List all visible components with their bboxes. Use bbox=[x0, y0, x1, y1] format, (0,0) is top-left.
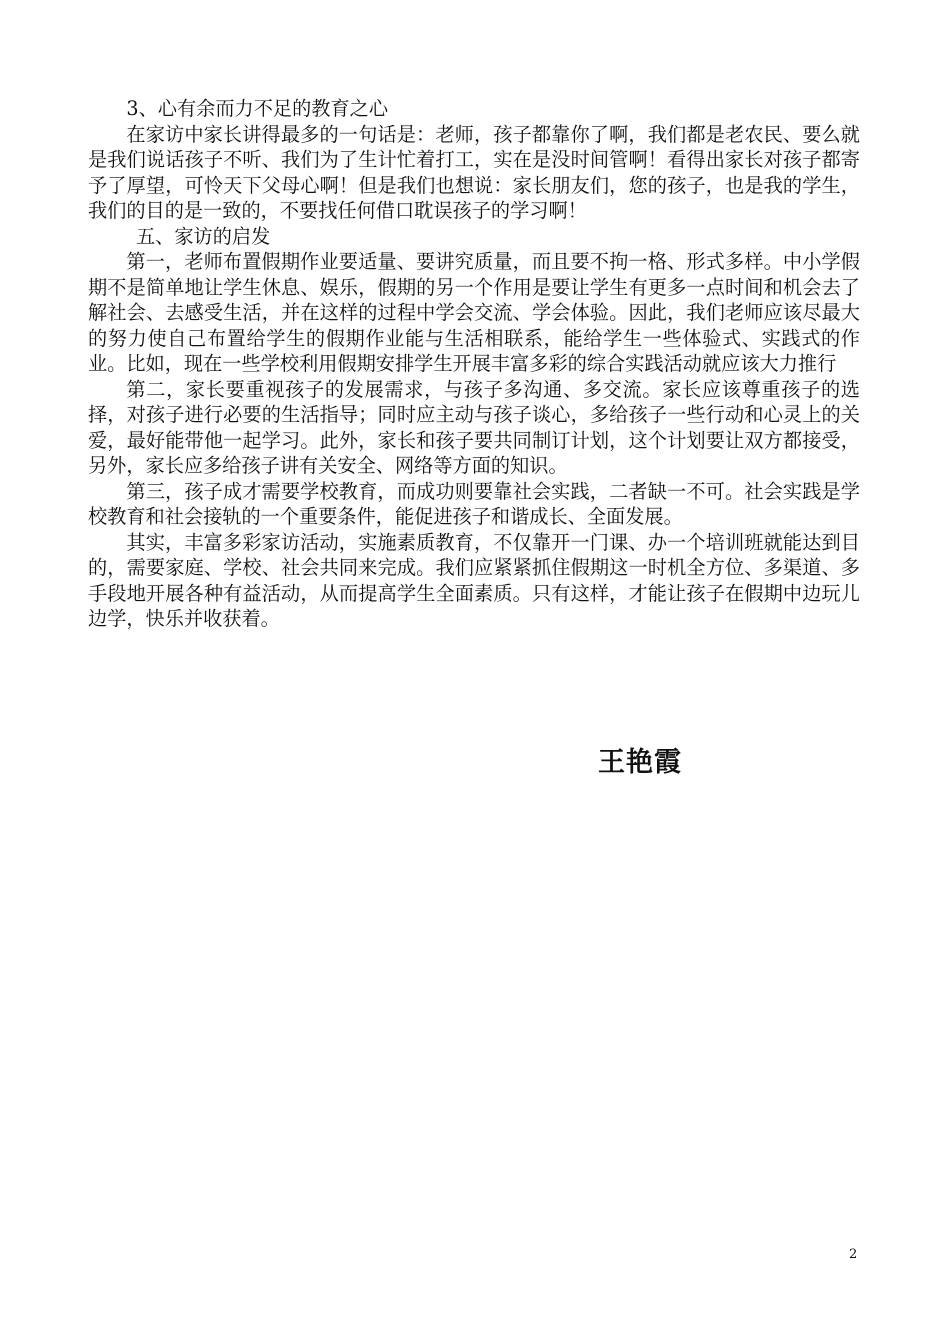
section-heading: 3、心有余而力不足的教育之心 bbox=[126, 97, 389, 120]
body-paragraph: 第二，家长要重视孩子的发展需求，与孩子多沟通、多交流。家长应该尊重孩子的选择，对孩子进行必要的生活指导；同时应主动与孩子谈心，多给孩子一些行动和心灵上的关爱，最好能带他一起学习。此外，家长和孩子要共同制订计划，这个计划要让双方都接受，另外，家长应多给孩子讲有关安全、网络等方面的知识。 bbox=[88, 377, 860, 477]
page-number: 2 bbox=[849, 1247, 858, 1262]
document-body bbox=[88, 96, 860, 632]
body-paragraph: 在家访中家长讲得最多的一句话是：老师，孩子都靠你了啊，我们都是老农民、要么就是我们说话孩子不听、我们为了生计忙着打工，实在是没时间管啊！看得出家长对孩子都寄予了厚望，可怜天下父母心啊！但是我们也想说：家长朋友们，您的孩子，也是我的学生，我们的目的是一致的，不要找任何借口耽误孩子的学习啊！ bbox=[88, 122, 860, 222]
body-paragraph: 其实，丰富多彩家访活动，实施素质教育，不仅靠开一门课、办一个培训班就能达到目的，需要家庭、学校、社会共同来完成。我们应紧紧抓住假期这一时机全方位、多渠道、多手段地开展各种有益活动，从而提高学生全面素质。只有这样，才能让孩子在假期中边玩儿边学，快乐并收获着。 bbox=[88, 530, 860, 630]
body-paragraph: 第一，老师布置假期作业要适量、要讲究质量，而且要不拘一格、形式多样。中小学假期不是简单地让学生休息、娱乐，假期的另一个作用是要让学生有更多一点时间和机会去了解社会、去感受生活，并在这样的过程中学会交流、学会体验。因此，我们老师应该尽最大的努力使自己布置给学生的假期作业能与生活相联系，能给学生一些体验式、实践式的作业。比如，现在一些学校利用假期安排学生开展丰富多彩的综合实践活动就应该大力推行 bbox=[88, 250, 860, 375]
body-paragraph: 第三，孩子成才需要学校教育，而成功则要靠社会实践，二者缺一不可。社会实践是学校教育和社会接轨的一个重要条件，能促进孩子和谐成长、全面发展。 bbox=[88, 479, 860, 528]
section-heading: 五、家访的启发 bbox=[136, 224, 271, 248]
author-signature: 王艳霞 bbox=[598, 747, 682, 778]
